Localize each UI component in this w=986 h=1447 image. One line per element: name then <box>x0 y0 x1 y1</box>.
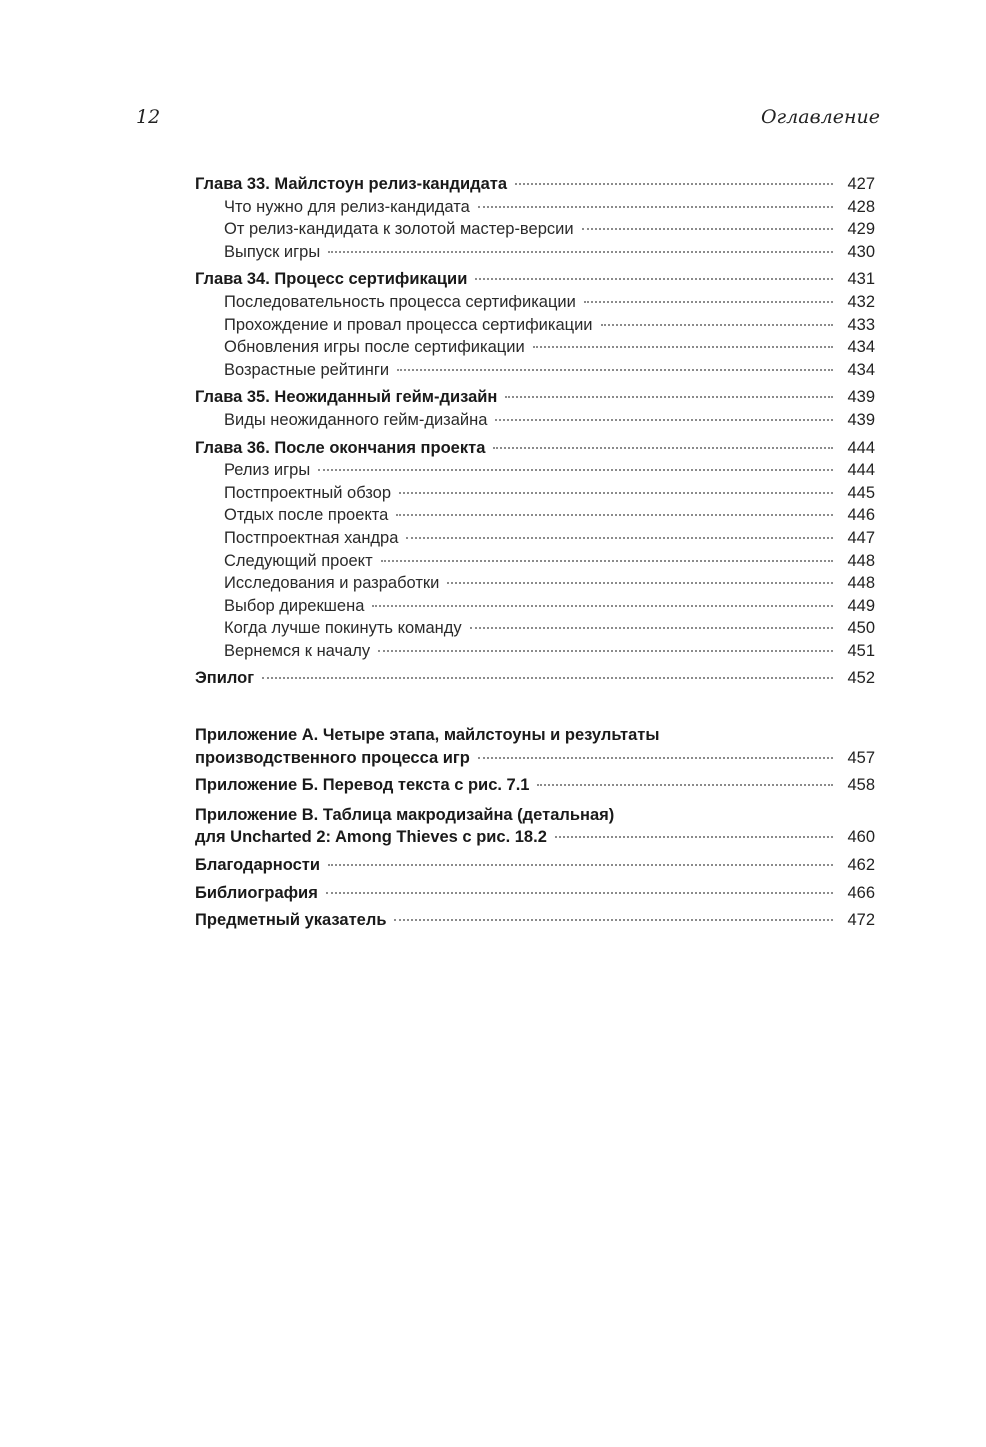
dot-leader <box>318 469 833 471</box>
toc-appendix-b[interactable] <box>195 774 875 797</box>
dot-leader <box>478 757 833 759</box>
dot-leader <box>533 346 833 348</box>
dot-leader <box>601 324 833 326</box>
toc-section[interactable] <box>195 241 875 264</box>
toc-entry-page: 460 <box>847 828 875 847</box>
dot-leader <box>515 183 833 185</box>
toc-section[interactable] <box>195 291 875 314</box>
toc-entry-title: Выбор дирекшена <box>224 596 365 615</box>
toc-entry-last-line <box>195 826 875 849</box>
toc-entry-page: 448 <box>847 551 875 570</box>
toc-section[interactable] <box>195 459 875 482</box>
dot-leader <box>406 537 833 539</box>
toc-entry-page: 457 <box>847 748 875 767</box>
page-number: 12 <box>136 106 161 128</box>
toc-entry-page: 428 <box>847 197 875 216</box>
toc-entry-title: Прохождение и провал процесса сертификации <box>224 315 593 334</box>
toc-entry-title: Эпилог <box>195 669 255 688</box>
toc-entry-title: Предметный указатель <box>195 911 387 930</box>
toc-section[interactable] <box>195 336 875 359</box>
toc-entry-page: 444 <box>847 438 875 457</box>
toc-entry-page: 429 <box>847 220 875 239</box>
toc-entry-title: От релиз-кандидата к золотой мастер-версии <box>224 220 574 239</box>
toc-entry-page: 431 <box>847 270 875 289</box>
toc-entry-title: Что нужно для релиз-кандидата <box>224 197 470 216</box>
toc-entry-title: Исследования и разработки <box>224 574 440 593</box>
dot-leader <box>396 514 833 516</box>
toc-section[interactable] <box>195 504 875 527</box>
running-head <box>136 106 880 134</box>
toc-appendix-v[interactable] <box>195 804 875 849</box>
toc-entry-page: 462 <box>847 856 875 875</box>
toc-section[interactable] <box>195 359 875 382</box>
toc-entry-title: Глава 35. Неожиданный гейм-дизайн <box>195 388 498 407</box>
toc-entry-title-line1: Приложение А. Четыре этапа, майлстоуны и результаты <box>195 726 660 745</box>
toc-entry-title: Следующий проект <box>224 551 373 570</box>
toc-entry-page: 448 <box>847 574 875 593</box>
toc-entry-title: Релиз игры <box>224 461 311 480</box>
dot-leader <box>397 369 833 371</box>
toc-entry-title: Постпроектная хандра <box>224 528 399 547</box>
toc-entry-last-line <box>195 747 875 770</box>
toc-entry-title: Вернемся к началу <box>224 641 371 660</box>
toc-entry-title: Отдых после проекта <box>224 506 389 525</box>
toc-acknowledgements[interactable] <box>195 854 875 877</box>
dot-leader <box>328 864 833 866</box>
toc-index[interactable] <box>195 909 875 932</box>
toc-entry-page: 430 <box>847 242 875 261</box>
toc-entry-title: для Uncharted 2: Among Thieves с рис. 18.2 <box>195 828 547 847</box>
toc-entry-page: 451 <box>847 641 875 660</box>
toc-entry-title: производственного процесса игр <box>195 748 470 767</box>
dot-leader <box>584 301 833 303</box>
dot-leader <box>399 492 833 494</box>
toc-chapter-33[interactable] <box>195 173 875 196</box>
toc-entry-title: Обновления игры после сертификации <box>224 338 525 357</box>
toc-entry-page: 433 <box>847 315 875 334</box>
toc-entry-page: 466 <box>847 883 875 902</box>
toc-section[interactable] <box>195 527 875 550</box>
toc-entry-page: 444 <box>847 461 875 480</box>
dot-leader <box>493 447 833 449</box>
toc-section[interactable] <box>195 218 875 241</box>
toc-entry-page: 458 <box>847 776 875 795</box>
toc-entry-page: 472 <box>847 911 875 930</box>
toc-section[interactable] <box>195 196 875 219</box>
dot-leader <box>478 206 833 208</box>
dot-leader <box>378 650 833 652</box>
toc-entry-title-line1: Приложение В. Таблица макродизайна (детальная) <box>195 805 615 824</box>
dot-leader <box>470 627 833 629</box>
toc-entry-page: 427 <box>847 175 875 193</box>
toc-entry-page: 434 <box>847 338 875 357</box>
toc-entry-title: Библиография <box>195 883 318 902</box>
toc-entry-page: 447 <box>847 528 875 547</box>
dot-leader <box>326 892 833 894</box>
toc-epilogue[interactable] <box>195 667 875 690</box>
dot-leader <box>394 919 833 921</box>
toc-entry-title: Благодарности <box>195 856 320 875</box>
toc-entry-title: Когда лучше покинуть команду <box>224 619 462 638</box>
toc-entry-page: 452 <box>847 669 875 688</box>
dot-leader <box>328 251 833 253</box>
toc-chapter-34[interactable] <box>195 268 875 291</box>
toc-section[interactable] <box>195 572 875 595</box>
dot-leader <box>381 560 833 562</box>
toc-entry-page: 439 <box>847 388 875 407</box>
dot-leader <box>537 784 833 786</box>
toc-section[interactable] <box>195 409 875 432</box>
dot-leader <box>505 396 833 398</box>
toc-chapter-36[interactable] <box>195 437 875 460</box>
toc-bibliography[interactable] <box>195 882 875 905</box>
toc-entry-page: 450 <box>847 619 875 638</box>
toc-entry-title: Выпуск игры <box>224 242 321 261</box>
toc-section[interactable] <box>195 617 875 640</box>
running-head-title: Оглавление <box>760 106 880 128</box>
toc-chapter-35[interactable] <box>195 386 875 409</box>
toc-entry-page: 446 <box>847 506 875 525</box>
dot-leader <box>555 836 833 838</box>
toc-section[interactable] <box>195 314 875 337</box>
toc-section[interactable] <box>195 640 875 663</box>
toc-entry-title: Глава 34. Процесс сертификации <box>195 270 468 289</box>
toc-entry-title: Постпроектный обзор <box>224 483 392 502</box>
dot-leader <box>447 582 833 584</box>
dot-leader <box>372 605 833 607</box>
toc-appendix-a[interactable] <box>195 724 875 769</box>
toc-entry-title: Приложение Б. Перевод текста с рис. 7.1 <box>195 776 530 795</box>
toc-entry-title: Глава 33. Майлстоун релиз-кандидата <box>195 175 508 193</box>
toc-entry-title: Последовательность процесса сертификации <box>224 292 576 311</box>
dot-leader <box>475 278 833 280</box>
table-of-contents <box>195 173 875 932</box>
dot-leader <box>582 228 833 230</box>
toc-section[interactable] <box>195 482 875 505</box>
dot-leader <box>262 677 833 679</box>
toc-entry-page: 445 <box>847 483 875 502</box>
toc-entry-title: Глава 36. После окончания проекта <box>195 438 486 457</box>
toc-section[interactable] <box>195 595 875 618</box>
toc-entry-page: 449 <box>847 596 875 615</box>
toc-entry-page: 434 <box>847 360 875 379</box>
toc-entry-title: Возрастные рейтинги <box>224 360 390 379</box>
toc-entry-title: Виды неожиданного гейм-дизайна <box>224 410 488 429</box>
section-gap <box>195 690 875 724</box>
toc-entry-page: 439 <box>847 410 875 429</box>
toc-section[interactable] <box>195 550 875 573</box>
dot-leader <box>495 419 833 421</box>
toc-entry-page: 432 <box>847 292 875 311</box>
